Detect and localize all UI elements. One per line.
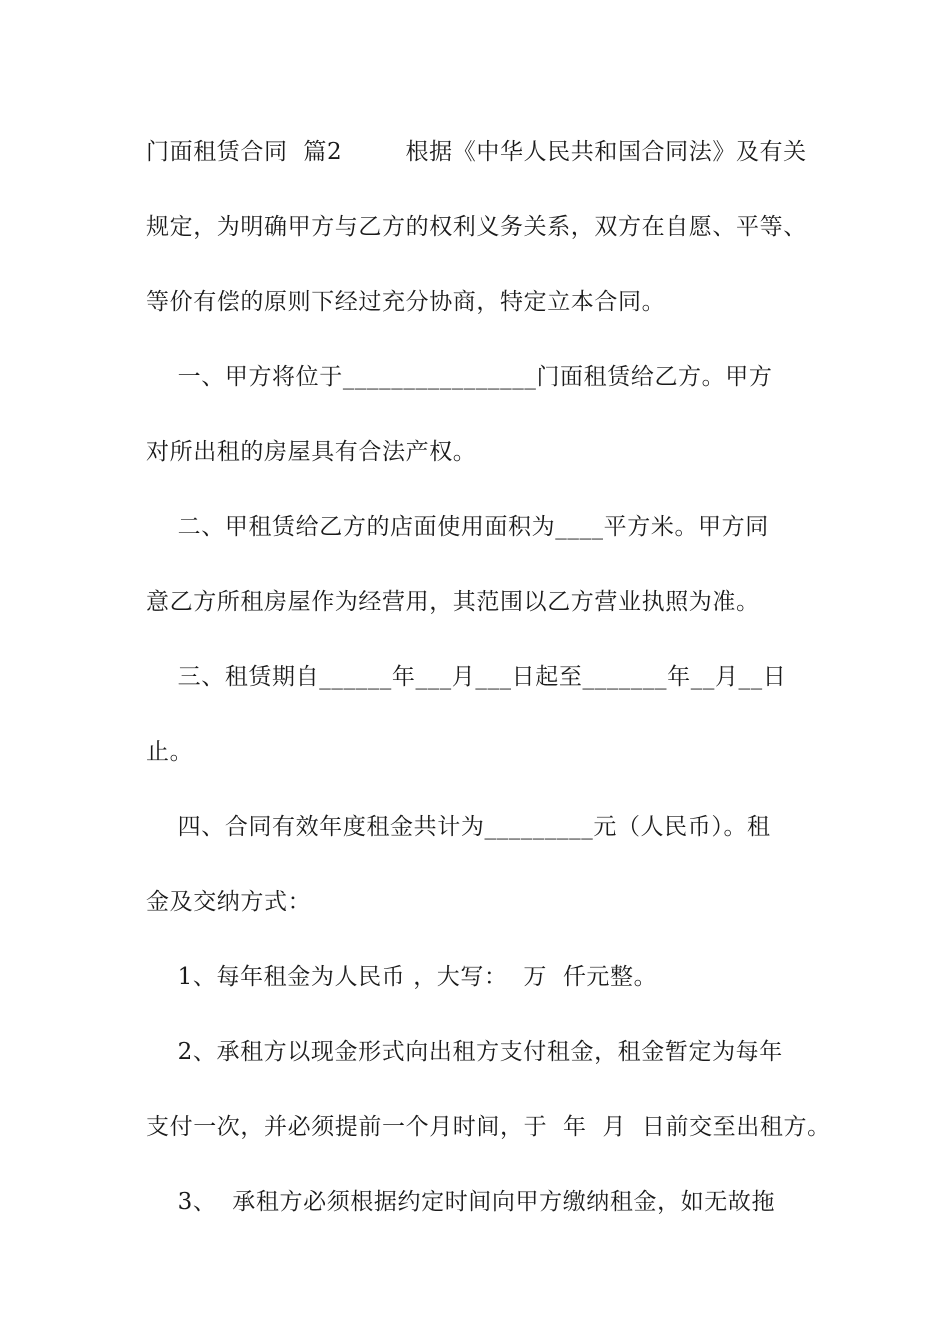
text-line-15: 3、 承租方必须根据约定时间向甲方缴纳租金，如无故拖 [146, 1189, 776, 1215]
text-line-9: 止。 [146, 739, 194, 765]
text-line-1: 门面租赁合同 篇2 根据《中华人民共和国合同法》及有关 [146, 139, 807, 165]
text-line-3: 等价有偿的原则下经过充分协商，特定立本合同。 [146, 289, 666, 315]
text-line-13: 2、承租方以现金形式向出租方支付租金，租金暂定为每年 [146, 1039, 783, 1065]
text-line-2: 规定，为明确甲方与乙方的权利义务关系，双方在自愿、平等、 [146, 214, 807, 240]
text-line-4: 一、甲方将位于________________门面租赁给乙方。甲方 [146, 364, 773, 390]
text-line-10: 四、合同有效年度租金共计为_________元（人民币）。租 [146, 814, 771, 840]
text-line-8: 三、租赁期自______年___月___日起至_______年__月__日 [146, 664, 787, 690]
text-line-6: 二、甲租赁给乙方的店面使用面积为____平方米。甲方同 [146, 514, 769, 540]
text-line-12: 1、每年租金为人民币 ，大写： 万 仟元整。 [146, 964, 658, 990]
text-line-5: 对所出租的房屋具有合法产权。 [146, 439, 477, 465]
text-line-11: 金及交纳方式： [146, 889, 312, 915]
text-line-7: 意乙方所租房屋作为经营用，其范围以乙方营业执照为准。 [146, 589, 760, 615]
text-line-14: 支付一次，并必须提前一个月时间，于 年 月 日前交至出租方。 [146, 1114, 831, 1140]
